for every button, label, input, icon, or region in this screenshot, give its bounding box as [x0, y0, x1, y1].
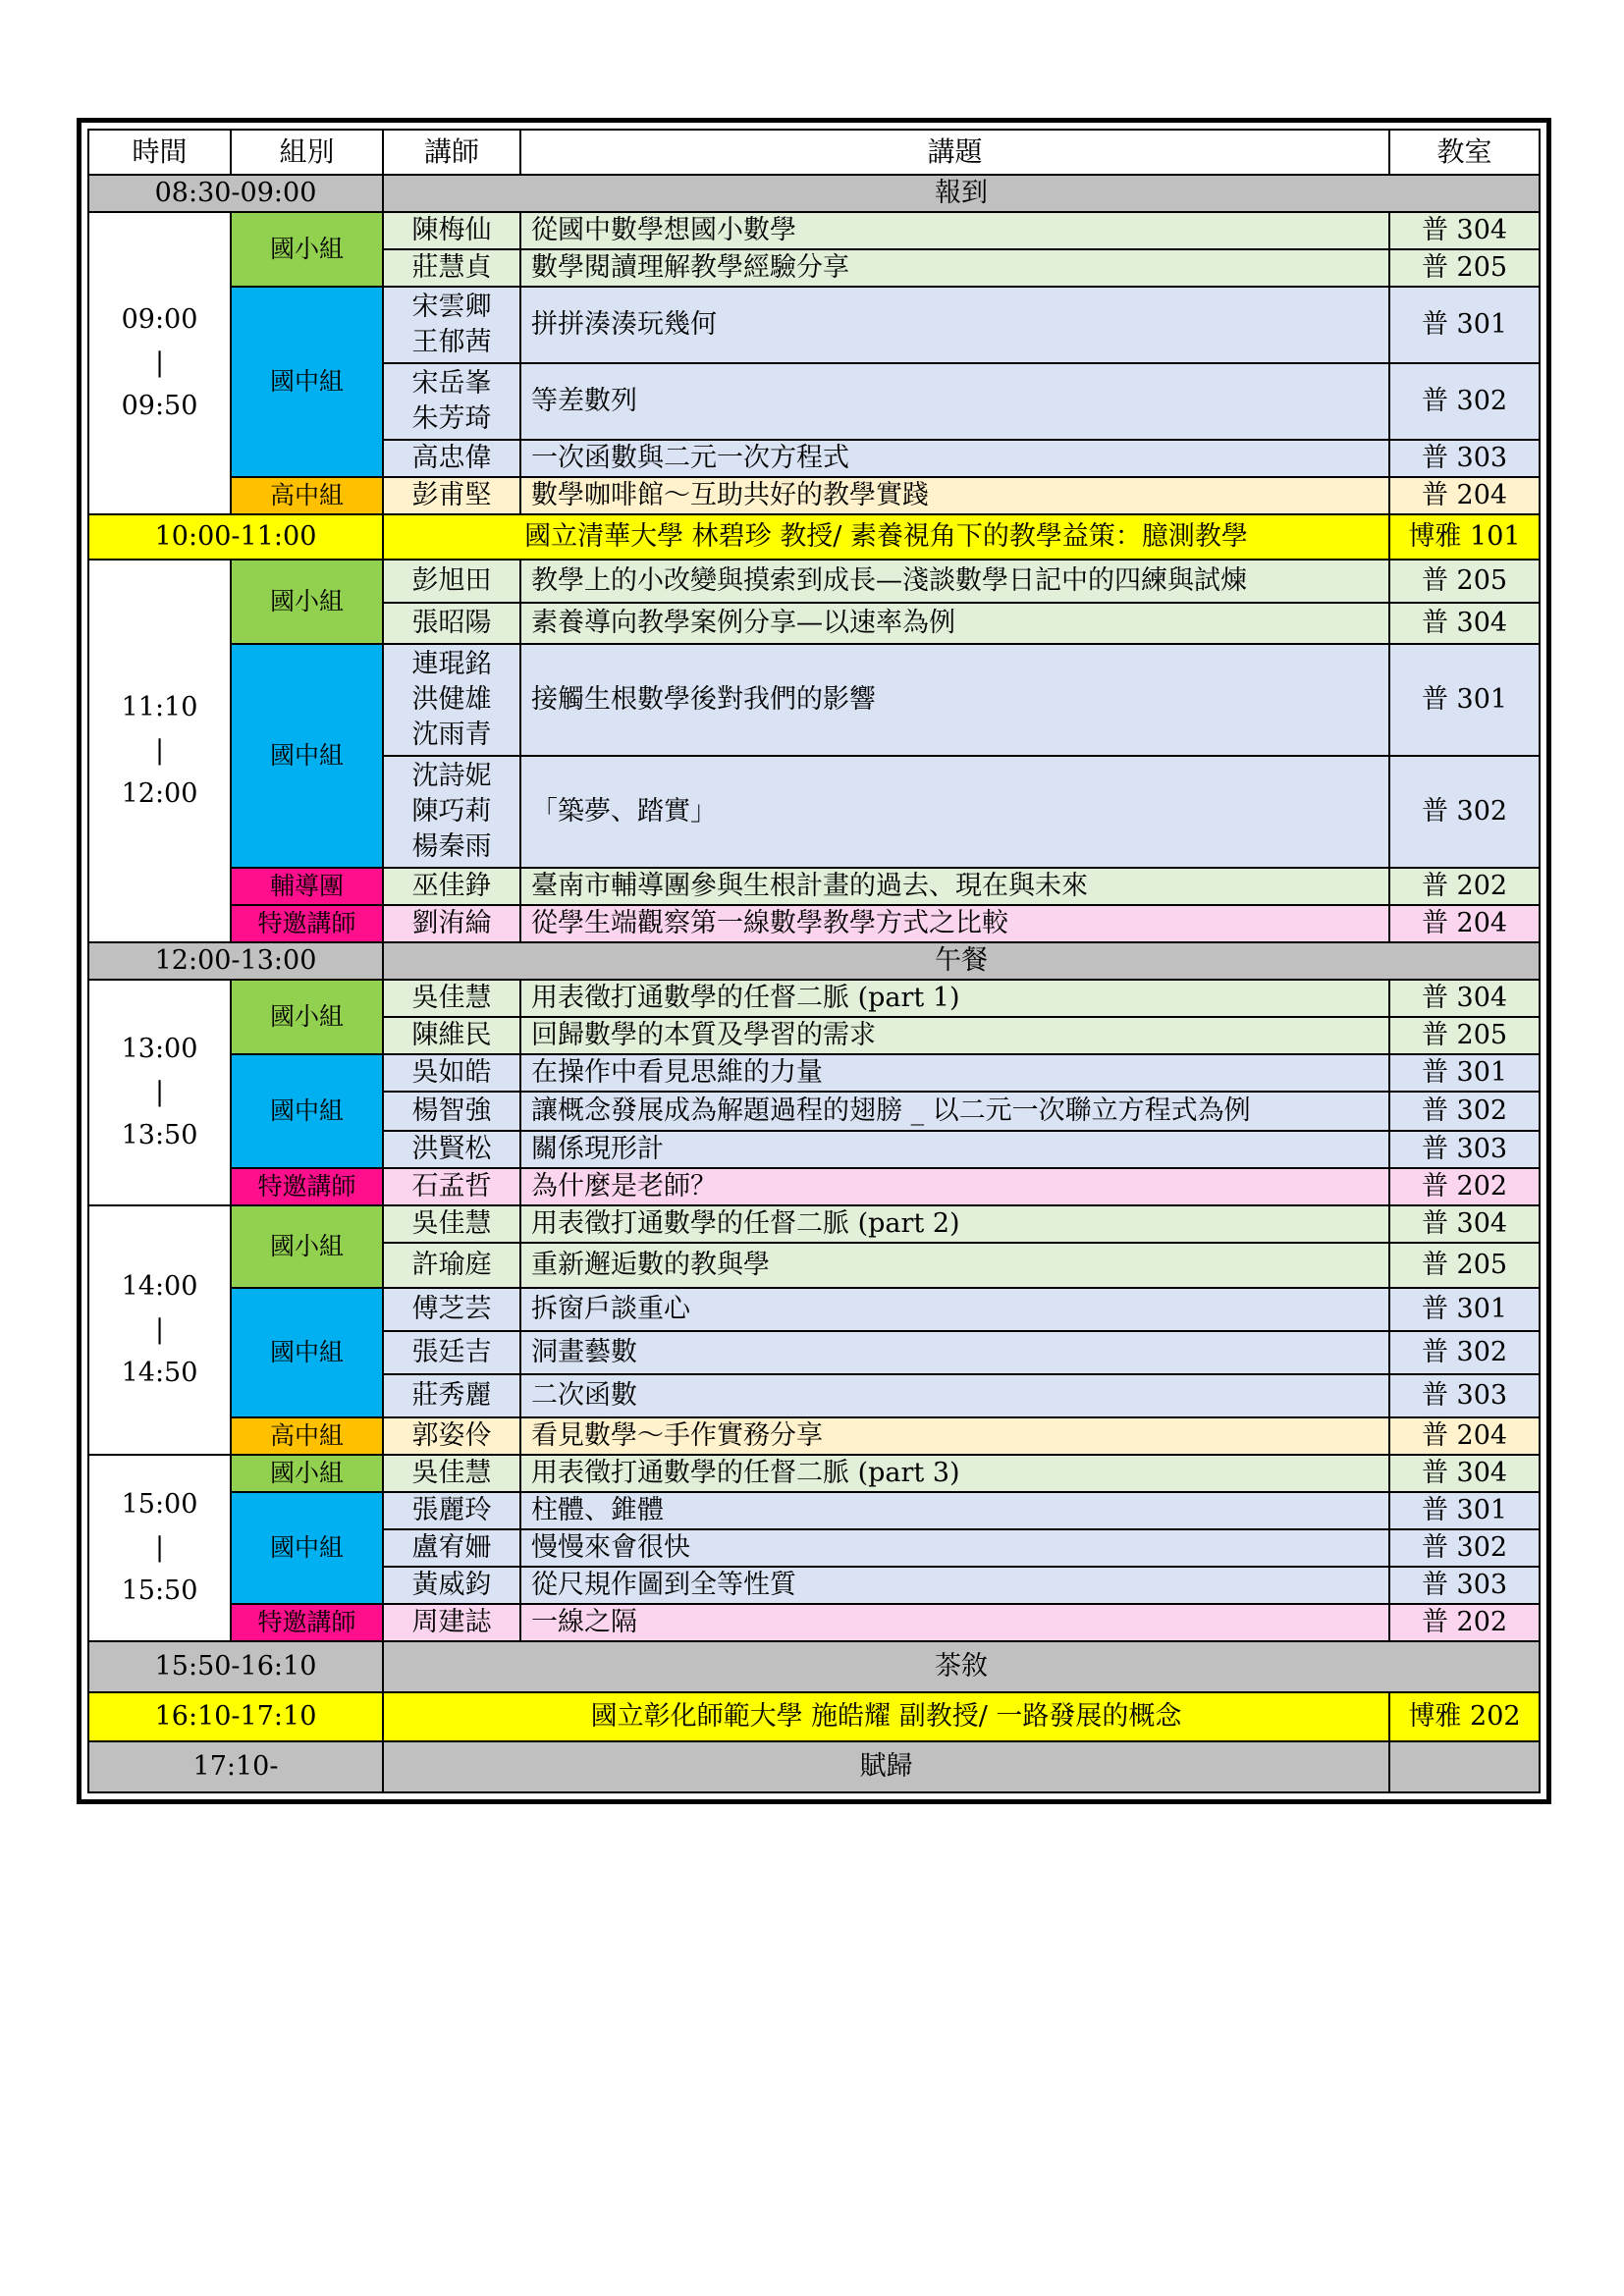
keynote-title: 國立彰化師範大學 施皓耀 副教授/ 一路發展的概念: [383, 1692, 1389, 1741]
table-row: [88, 212, 1540, 249]
room: 普 202: [1389, 1604, 1540, 1641]
speaker-name: 陳巧莉: [411, 796, 492, 827]
time-slot: [88, 1205, 231, 1455]
group-invited-speaker: 特邀講師: [231, 905, 383, 942]
slot-end: 12:00: [121, 778, 198, 809]
room: 普 303: [1389, 1131, 1540, 1168]
room: 普 205: [1389, 249, 1540, 287]
speaker: 洪賢松: [383, 1131, 520, 1168]
speaker: 張昭陽: [383, 603, 520, 644]
topic: 一次函數與二元一次方程式: [520, 440, 1389, 477]
header-group: 組別: [231, 130, 383, 175]
group-invited-speaker: 特邀講師: [231, 1604, 383, 1641]
slot-sep: |: [154, 1314, 165, 1345]
table-row: [88, 560, 1540, 603]
speaker: 彭旭田: [383, 560, 520, 603]
header-time: 時間: [88, 130, 231, 175]
tea-row: [88, 1641, 1540, 1692]
topic: 回歸數學的本質及學習的需求: [520, 1017, 1389, 1054]
group-elementary: 國小組: [231, 1455, 383, 1492]
keynote-time: 10:00-11:00: [88, 514, 383, 560]
speaker: 黃威鈞: [383, 1567, 520, 1604]
keynote-room: 博雅 101: [1389, 514, 1540, 560]
speaker: 劉洧綸: [383, 905, 520, 942]
room: 普 304: [1389, 603, 1540, 644]
speaker: 郭姿伶: [383, 1417, 520, 1455]
speaker: 高忠偉: [383, 440, 520, 477]
speaker: 莊秀麗: [383, 1374, 520, 1417]
speaker: 巫佳錚: [383, 868, 520, 905]
table-row: [88, 1455, 1540, 1492]
speaker: 莊慧貞: [383, 249, 520, 287]
topic: 柱體、錐體: [520, 1492, 1389, 1529]
room: 普 304: [1389, 212, 1540, 249]
room: 普 304: [1389, 980, 1540, 1017]
table-row: [88, 1417, 1540, 1455]
topic: 從國中數學想國小數學: [520, 212, 1389, 249]
room: 普 302: [1389, 1092, 1540, 1131]
group-invited-speaker: 特邀講師: [231, 1168, 383, 1205]
tea-label: 茶敘: [383, 1641, 1540, 1692]
time-slot: [88, 560, 231, 942]
speaker: [383, 287, 520, 363]
speaker-name: 王郁茜: [411, 327, 492, 357]
topic: 用表徵打通數學的任督二脈 (part 1): [520, 980, 1389, 1017]
room: 普 304: [1389, 1205, 1540, 1243]
speaker: 陳維民: [383, 1017, 520, 1054]
group-guidance-team: 輔導團: [231, 868, 383, 905]
speaker-name: 宋岳峯: [411, 368, 492, 399]
room: 普 303: [1389, 440, 1540, 477]
room: 普 301: [1389, 287, 1540, 363]
speaker: 石孟哲: [383, 1168, 520, 1205]
keynote-room: 博雅 202: [1389, 1692, 1540, 1741]
speaker: 吳佳慧: [383, 1455, 520, 1492]
topic: 接觸生根數學後對我們的影響: [520, 644, 1389, 756]
group-elementary: 國小組: [231, 1205, 383, 1288]
slot-start: 13:00: [121, 1034, 198, 1064]
room: 普 301: [1389, 1054, 1540, 1092]
topic: 「築夢、踏實」: [520, 756, 1389, 868]
topic: 素養導向教學案例分享—以速率為例: [520, 603, 1389, 644]
lunch-time: 12:00-13:00: [88, 942, 383, 980]
topic: 拆窗戶談重心: [520, 1288, 1389, 1331]
speaker-name: 沈詩妮: [411, 761, 492, 791]
speaker-name: 洪健雄: [411, 684, 492, 715]
speaker: [383, 363, 520, 440]
room: 普 302: [1389, 1331, 1540, 1374]
keynote-row: [88, 1692, 1540, 1741]
room: 普 303: [1389, 1374, 1540, 1417]
speaker: 彭甫堅: [383, 477, 520, 514]
end-room: [1389, 1741, 1540, 1792]
table-row: [88, 980, 1540, 1017]
topic: 洞畫藝數: [520, 1331, 1389, 1374]
slot-sep: |: [154, 735, 165, 766]
slot-end: 15:50: [121, 1575, 198, 1606]
topic: 重新邂逅數的教與學: [520, 1243, 1389, 1288]
speaker: 張麗玲: [383, 1492, 520, 1529]
checkin-label: 報到: [383, 175, 1540, 212]
slot-end: 13:50: [121, 1120, 198, 1150]
topic: 數學閱讀理解教學經驗分享: [520, 249, 1389, 287]
table-row: [88, 905, 1540, 942]
slot-end: 14:50: [121, 1358, 198, 1388]
lunch-label: 午餐: [383, 942, 1540, 980]
room: 普 302: [1389, 363, 1540, 440]
room: 普 204: [1389, 905, 1540, 942]
keynote-time: 16:10-17:10: [88, 1692, 383, 1741]
speaker-name: 朱芳琦: [411, 403, 492, 434]
speaker: [383, 756, 520, 868]
table-row: [88, 1288, 1540, 1331]
topic: 為什麼是老師？: [520, 1168, 1389, 1205]
group-junior-high: 國中組: [231, 1054, 383, 1168]
speaker: 吳佳慧: [383, 1205, 520, 1243]
room: 普 302: [1389, 756, 1540, 868]
topic: 看見數學～手作實務分享: [520, 1417, 1389, 1455]
table-row: [88, 1492, 1540, 1529]
topic: 從學生端觀察第一線數學教學方式之比較: [520, 905, 1389, 942]
schedule-frame: [77, 118, 1551, 1804]
end-row: [88, 1741, 1540, 1792]
header-row: [88, 130, 1540, 175]
topic: 用表徵打通數學的任督二脈 (part 3): [520, 1455, 1389, 1492]
room: 普 302: [1389, 1529, 1540, 1567]
room: 普 301: [1389, 1288, 1540, 1331]
speaker-name: 沈雨青: [411, 720, 492, 750]
slot-end: 09:50: [121, 391, 198, 421]
slot-sep: |: [154, 1532, 165, 1563]
table-row: [88, 1604, 1540, 1641]
group-elementary: 國小組: [231, 560, 383, 644]
topic: 讓概念發展成為解題過程的翅膀 _ 以二元一次聯立方程式為例: [520, 1092, 1389, 1131]
lunch-row: [88, 942, 1540, 980]
header-topic: 講題: [520, 130, 1389, 175]
group-senior-high: 高中組: [231, 1417, 383, 1455]
room: 普 204: [1389, 1417, 1540, 1455]
header-room: 教室: [1389, 130, 1540, 175]
table-row: [88, 1168, 1540, 1205]
topic: 臺南市輔導團參與生根計畫的過去、現在與未來: [520, 868, 1389, 905]
group-junior-high: 國中組: [231, 287, 383, 477]
keynote-row: [88, 514, 1540, 560]
speaker: 吳如皓: [383, 1054, 520, 1092]
topic: 在操作中看見思維的力量: [520, 1054, 1389, 1092]
topic: 一線之隔: [520, 1604, 1389, 1641]
end-time: 17:10-: [88, 1741, 383, 1792]
topic: 數學咖啡館～互助共好的教學實踐: [520, 477, 1389, 514]
speaker-name: 宋雲卿: [411, 292, 492, 322]
topic: 教學上的小改變與摸索到成長—淺談數學日記中的四練與試煉: [520, 560, 1389, 603]
room: 普 205: [1389, 1243, 1540, 1288]
header-speaker: 講師: [383, 130, 520, 175]
tea-time: 15:50-16:10: [88, 1641, 383, 1692]
room: 普 301: [1389, 644, 1540, 756]
room: 普 304: [1389, 1455, 1540, 1492]
slot-start: 09:00: [121, 304, 198, 335]
group-junior-high: 國中組: [231, 1492, 383, 1604]
group-junior-high: 國中組: [231, 1288, 383, 1417]
topic: 從尺規作圖到全等性質: [520, 1567, 1389, 1604]
speaker: 陳梅仙: [383, 212, 520, 249]
group-senior-high: 高中組: [231, 477, 383, 514]
room: 普 202: [1389, 1168, 1540, 1205]
room: 普 202: [1389, 868, 1540, 905]
topic: 用表徵打通數學的任督二脈 (part 2): [520, 1205, 1389, 1243]
topic: 慢慢來會很快: [520, 1529, 1389, 1567]
slot-start: 11:10: [121, 692, 198, 722]
topic: 拼拼湊湊玩幾何: [520, 287, 1389, 363]
topic: 等差數列: [520, 363, 1389, 440]
topic: 關係現形計: [520, 1131, 1389, 1168]
room: 普 303: [1389, 1567, 1540, 1604]
time-slot: [88, 980, 231, 1205]
table-row: [88, 1205, 1540, 1243]
schedule-table: [87, 129, 1541, 1793]
topic: 二次函數: [520, 1374, 1389, 1417]
keynote-title: 國立清華大學 林碧珍 教授/ 素養視角下的教學益策：臆測教學: [383, 514, 1389, 560]
table-row: [88, 868, 1540, 905]
room: 普 205: [1389, 560, 1540, 603]
speaker: 楊智強: [383, 1092, 520, 1131]
group-junior-high: 國中組: [231, 644, 383, 868]
group-elementary: 國小組: [231, 212, 383, 287]
slot-start: 15:00: [121, 1489, 198, 1520]
speaker: [383, 644, 520, 756]
speaker: 吳佳慧: [383, 980, 520, 1017]
slot-start: 14:00: [121, 1271, 198, 1302]
table-row: [88, 1054, 1540, 1092]
speaker: 許瑜庭: [383, 1243, 520, 1288]
speaker-name: 連琨銘: [411, 649, 492, 679]
slot-sep: |: [154, 347, 165, 378]
checkin-row: [88, 175, 1540, 212]
room: 普 205: [1389, 1017, 1540, 1054]
time-slot: [88, 212, 231, 514]
speaker-name: 楊秦雨: [411, 831, 492, 862]
speaker: 傅芝芸: [383, 1288, 520, 1331]
table-row: [88, 477, 1540, 514]
speaker: 張廷吉: [383, 1331, 520, 1374]
group-elementary: 國小組: [231, 980, 383, 1054]
speaker: 盧宥姍: [383, 1529, 520, 1567]
end-label: 賦歸: [383, 1741, 1389, 1792]
checkin-time: 08:30-09:00: [88, 175, 383, 212]
room: 普 204: [1389, 477, 1540, 514]
room: 普 301: [1389, 1492, 1540, 1529]
slot-sep: |: [154, 1077, 165, 1107]
speaker: 周建誌: [383, 1604, 520, 1641]
time-slot: [88, 1455, 231, 1641]
